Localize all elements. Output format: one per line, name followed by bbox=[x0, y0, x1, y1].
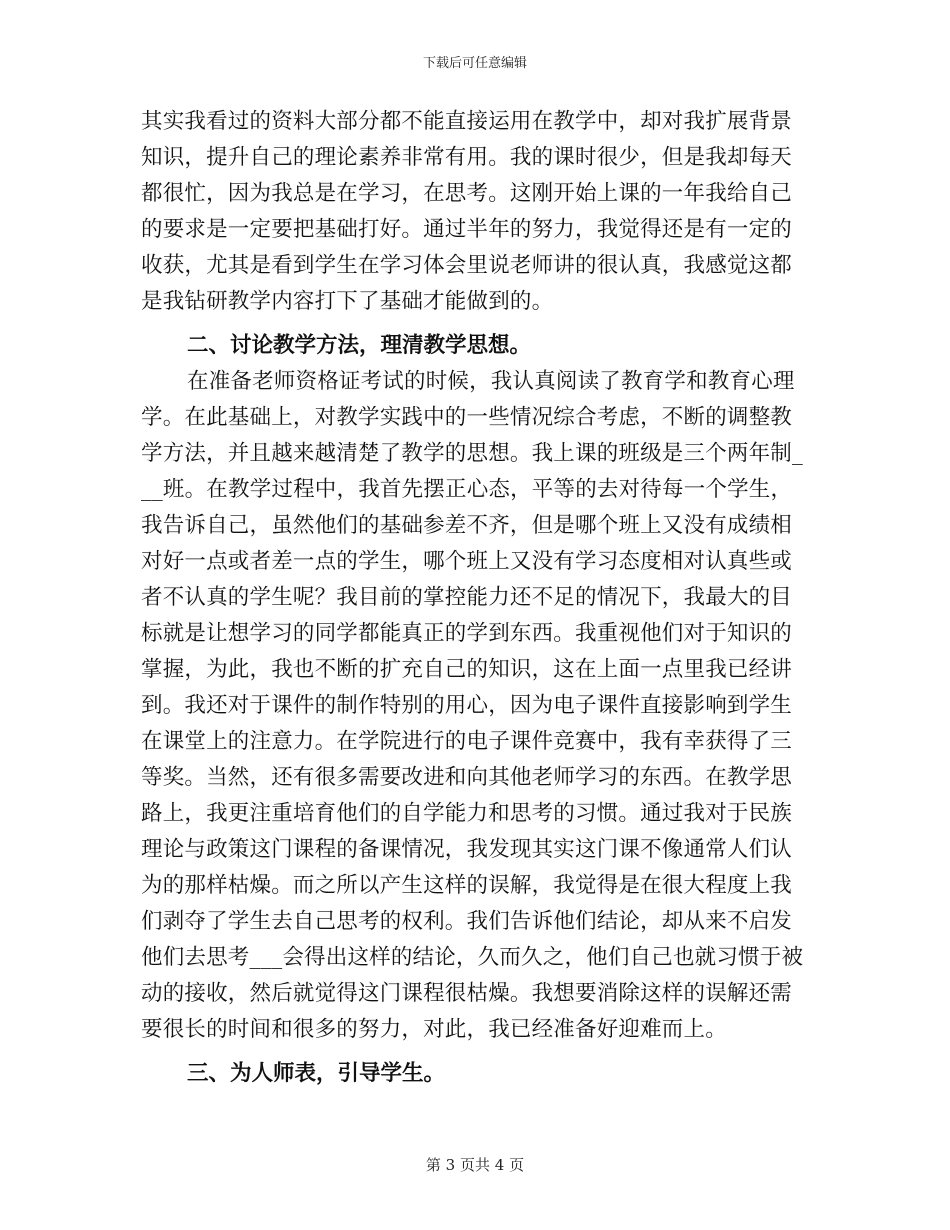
text-line: 为的那样枯燥。而之所以产生这样的误解，我觉得是在很大程度上我 bbox=[141, 873, 793, 898]
paragraph-2 bbox=[141, 364, 809, 1048]
text-line: 掌握，为此，我也不断的扩充自己的知识，这在上面一点里我已经讲 bbox=[141, 657, 793, 682]
section-heading-2: 二、讨论教学方法，理清教学思想。 bbox=[187, 333, 532, 358]
page-header: 下载后可任意编辑 bbox=[422, 56, 527, 71]
text-line: 我告诉自己，虽然他们的基础参差不齐，但是哪个班上又没有成绩相 bbox=[141, 513, 793, 538]
text-line: 动的接收，然后就觉得这门课程很枯燥。我想要消除这样的误解还需 bbox=[141, 981, 793, 1006]
text-line: 收获，尤其是看到学生在学习体会里说老师讲的很认真，我感觉这都 bbox=[141, 253, 793, 278]
text-line: 他们去思考___会得出这样的结论，久而久之，他们自己也就习惯于被 bbox=[141, 945, 804, 970]
text-line: 学。在此基础上，对教学实践中的一些情况综合考虑，不断的调整教 bbox=[141, 405, 793, 430]
text-line: 对好一点或者差一点的学生，哪个班上又没有学习态度相对认真些或 bbox=[141, 549, 793, 574]
document-body bbox=[141, 104, 809, 1092]
text-line: 知识，提升自己的理论素养非常有用。我的课时很少，但是我却每天 bbox=[141, 145, 793, 170]
text-line: 路上，我更注重培育他们的自学能力和思考的习惯。通过我对于民族 bbox=[141, 801, 793, 826]
text-line: 在课堂上的注意力。在学院进行的电子课件竞赛中，我有幸获得了三 bbox=[141, 729, 793, 754]
text-line: 的要求是一定要把基础打好。通过半年的努力，我觉得还是有一定的 bbox=[141, 217, 793, 242]
text-line: 们剥夺了学生去自己思考的权利。我们告诉他们结论，却从来不启发 bbox=[141, 909, 793, 934]
text-line: 要很长的时间和很多的努力，对此，我已经准备好迎难而上。 bbox=[141, 1017, 727, 1042]
text-line: 等奖。当然，还有很多需要改进和向其他老师学习的东西。在教学思 bbox=[141, 765, 793, 790]
text-line: 者不认真的学生呢？我目前的掌控能力还不足的情况下，我最大的目 bbox=[141, 585, 793, 610]
section-heading-3: 三、为人师表，引导学生。 bbox=[187, 1061, 446, 1086]
text-line: __班。在教学过程中，我首先摆正心态，平等的去对待每一个学生， bbox=[141, 477, 793, 502]
paragraph-1 bbox=[141, 104, 809, 320]
text-line: 到。我还对于课件的制作特别的用心，因为电子课件直接影响到学生 bbox=[141, 693, 793, 718]
text-line: 其实我看过的资料大部分都不能直接运用在教学中，却对我扩展背景 bbox=[141, 109, 793, 134]
text-line: 在准备老师资格证考试的时候，我认真阅读了教育学和教育心理 bbox=[187, 369, 795, 394]
text-line: 都很忙，因为我总是在学习，在思考。这刚开始上课的一年我给自己 bbox=[141, 181, 793, 206]
page-footer: 第 3 页共 4 页 bbox=[425, 1156, 525, 1174]
text-line: 理论与政策这门课程的备课情况，我发现其实这门课不像通常人们认 bbox=[141, 837, 793, 862]
text-line: 学方法，并且越来越清楚了教学的思想。我上课的班级是三个两年制_ bbox=[141, 441, 803, 466]
text-line: 是我钻研教学内容打下了基础才能做到的。 bbox=[141, 289, 554, 314]
text-line: 标就是让想学习的同学都能真正的学到东西。我重视他们对于知识的 bbox=[141, 621, 793, 646]
